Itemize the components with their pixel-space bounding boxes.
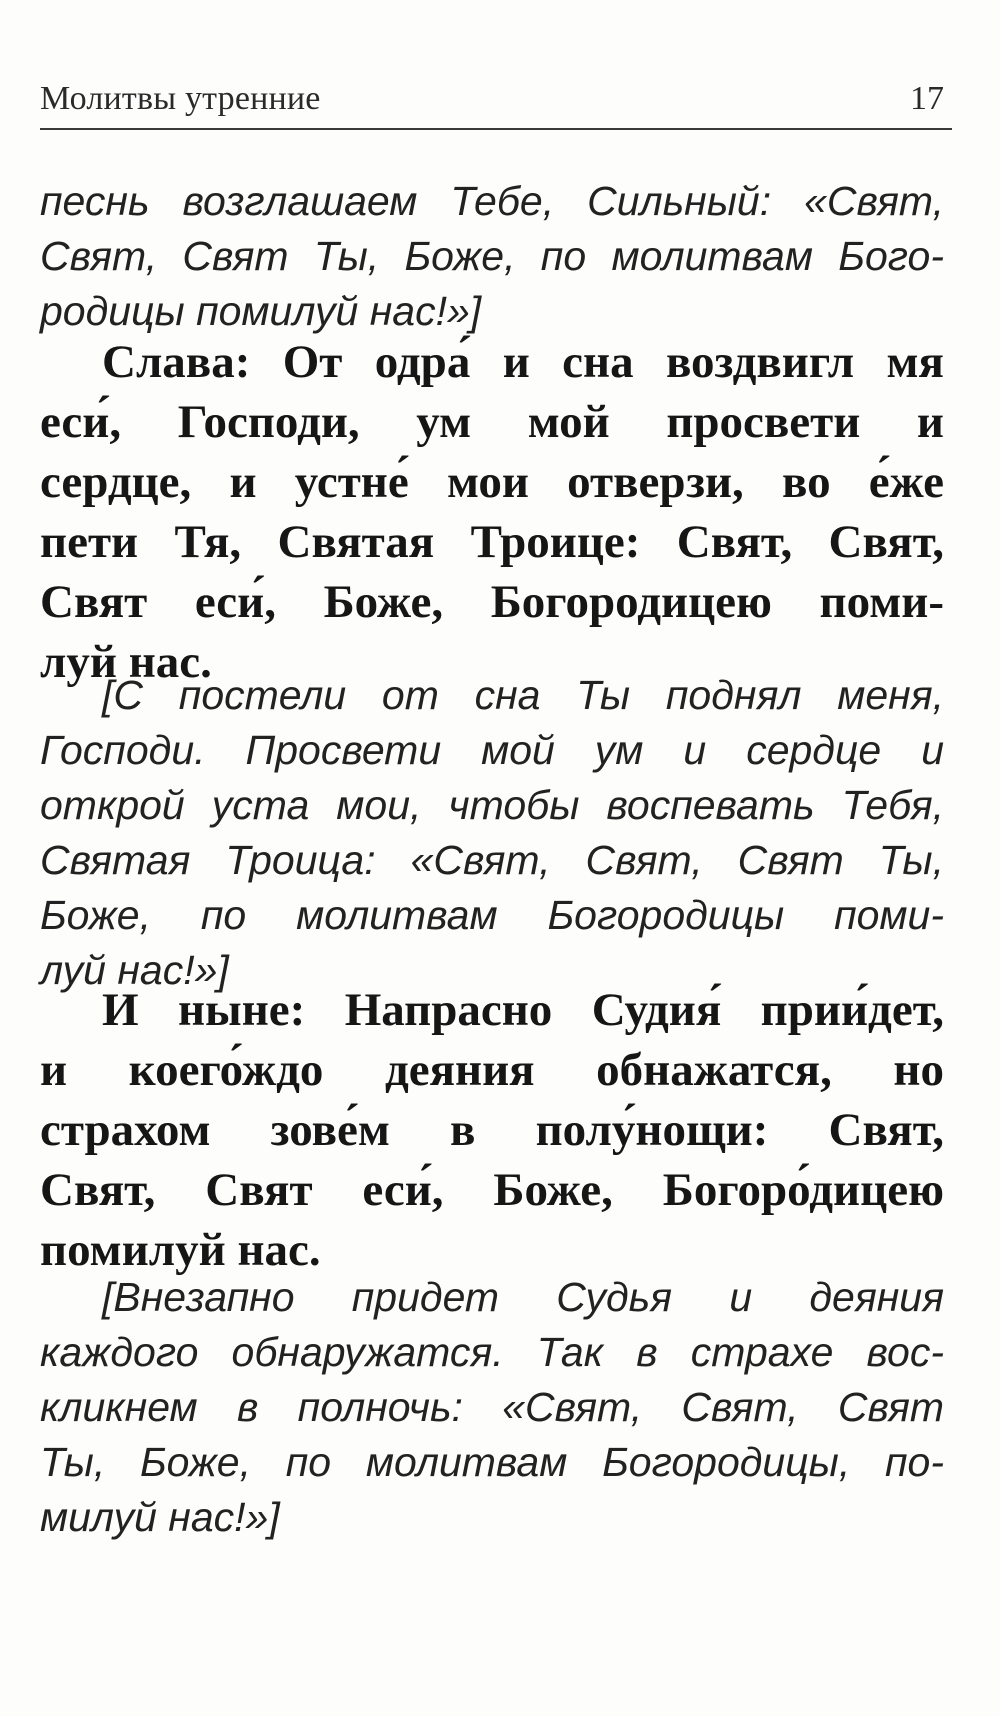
text-line: Слава: От одра́ и сна воздвигл мя — [102, 336, 944, 388]
running-title: Молитвы утренние — [40, 80, 321, 117]
text-line: сердце, и устне́ мои отверзи, во е́же — [40, 456, 944, 508]
text-line: И ныне: Напрасно Судия́ прии́дет, — [102, 984, 944, 1036]
page-number: 17 — [910, 80, 944, 117]
text-line: луй нас. — [40, 636, 212, 688]
prayer-paragraph-i-nyne — [40, 980, 944, 1280]
text-line: Свят еси́, Боже, Богородицею поми- — [40, 576, 944, 628]
text-line: Ты, Боже, по молитвам Богородицы, по- — [40, 1439, 944, 1485]
text-line: Боже, по молитвам Богородицы поми- — [40, 892, 944, 938]
text-line: и коего́ждо деяния обнажатся, но — [40, 1044, 944, 1096]
text-line: Свят, Свят Ты, Боже, по молитвам Бого- — [40, 233, 944, 279]
text-line: Господи. Просвети мой ум и сердце и — [40, 727, 944, 773]
prayer-paragraph-slava — [40, 332, 944, 692]
text-line: песнь возглашаем Тебе, Сильный: «Свят, — [40, 178, 944, 224]
text-line: страхом зове́м в полу́нощи: Свят, — [40, 1104, 944, 1156]
text-line: Святая Троица: «Свят, Свят, Свят Ты, — [40, 837, 944, 883]
text-line: открой уста мои, чтобы воспевать Тебя, — [40, 782, 944, 828]
text-line: каждого обнаружатся. Так в страхе вос- — [40, 1329, 944, 1375]
text-line: еси́, Господи, ум мой просвети и — [40, 396, 944, 448]
translation-paragraph-slava — [40, 668, 944, 998]
text-line: [С постели от сна Ты поднял меня, — [102, 672, 944, 718]
text-line: помилуй нас. — [40, 1224, 321, 1276]
translation-paragraph-i-nyne — [40, 1270, 944, 1545]
text-line: пети Тя, Святая Троице: Свят, Свят, — [40, 516, 944, 568]
text-line: [Внезапно придет Судья и деяния — [102, 1274, 944, 1320]
translation-paragraph-continued — [40, 174, 944, 339]
text-line: Свят, Свят еси́, Боже, Богоро́дицею — [40, 1164, 944, 1216]
text-line: милуй нас!»] — [40, 1494, 280, 1540]
text-line: кликнем в полночь: «Свят, Свят, Свят — [40, 1384, 944, 1430]
text-line: луй нас!»] — [40, 947, 229, 993]
running-header — [40, 74, 952, 130]
text-line: родицы помилуй нас!»] — [40, 288, 482, 334]
